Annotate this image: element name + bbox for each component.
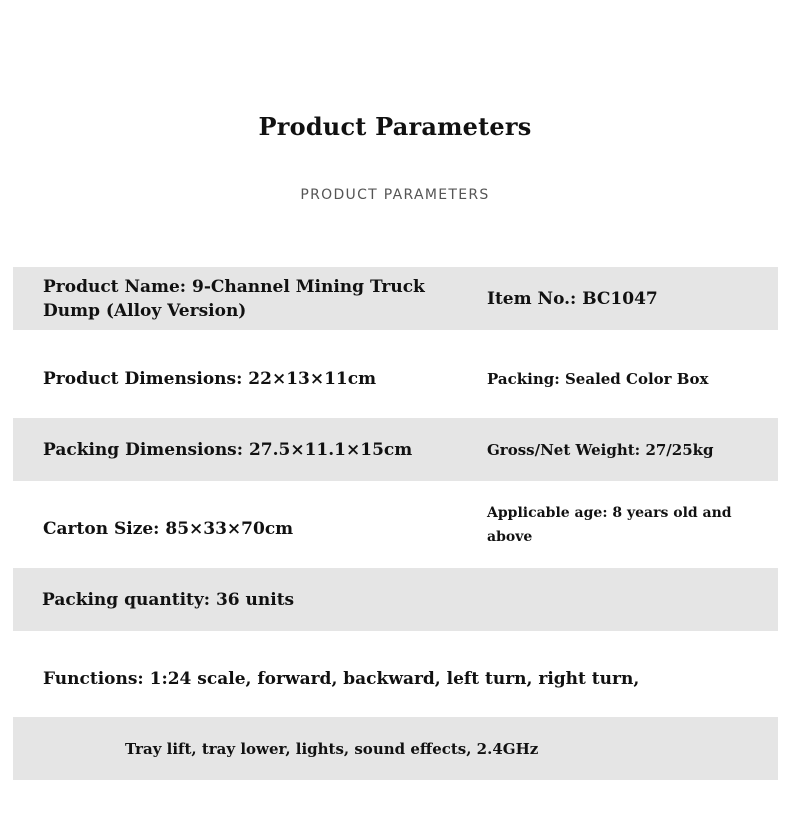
functions: Functions: 1:24 scale, forward, backward, left turn, right turn, <box>43 668 640 689</box>
params-row-7 <box>13 717 778 780</box>
params-row-6 <box>13 647 778 710</box>
page-title: Product Parameters <box>258 112 532 141</box>
page-subtitle: PRODUCT PARAMETERS <box>300 187 490 203</box>
product-dimensions: Product Dimensions: 22×13×11cm <box>43 368 377 389</box>
functions-continued: Tray lift, tray lower, lights, sound effects, 2.4GHz <box>125 739 539 758</box>
packing-type: Packing: Sealed Color Box <box>487 369 709 388</box>
params-row-5 <box>13 568 778 631</box>
packing-dimensions: Packing Dimensions: 27.5×11.1×15cm <box>43 439 413 460</box>
params-row-2 <box>13 347 778 410</box>
params-row-3 <box>13 418 778 481</box>
packing-quantity: Packing quantity: 36 units <box>42 589 295 610</box>
params-row-4 <box>13 497 778 560</box>
params-row-1 <box>13 267 778 330</box>
gross-net-weight: Gross/Net Weight: 27/25kg <box>487 440 714 459</box>
applicable-age: Applicable age: 8 years old and above <box>487 504 732 545</box>
product-name: Product Name: 9-Channel Mining Truck Dump (Alloy Version) <box>43 276 425 321</box>
carton-size: Carton Size: 85×33×70cm <box>43 518 294 539</box>
item-number: Item No.: BC1047 <box>487 288 658 309</box>
